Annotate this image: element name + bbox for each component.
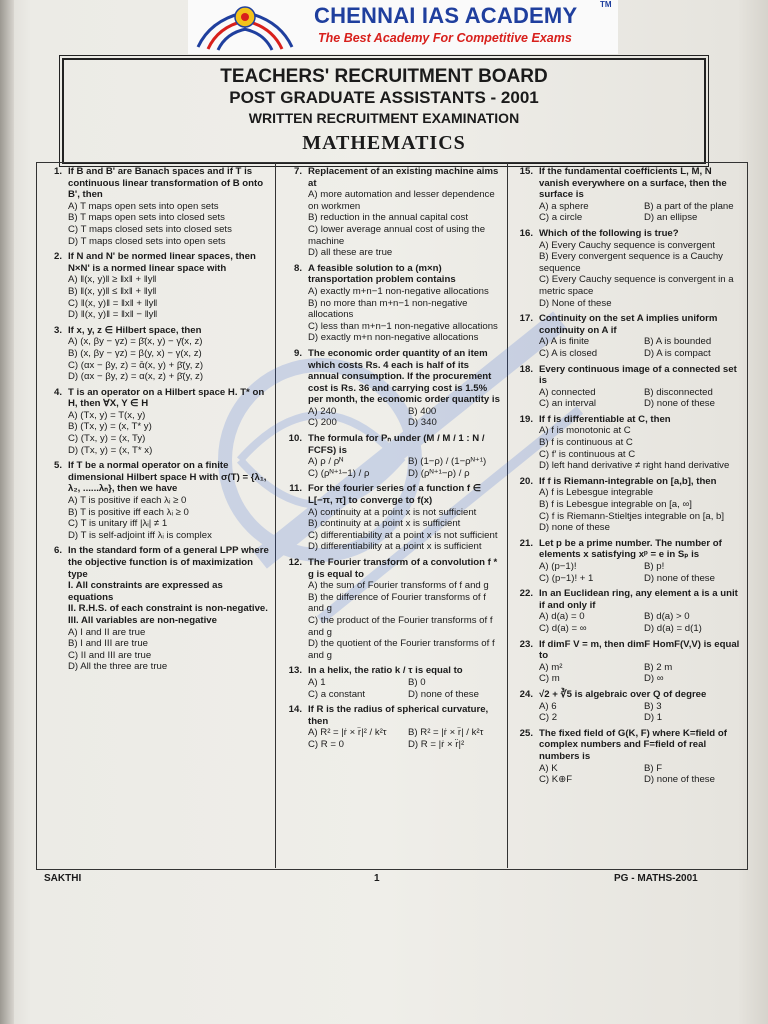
- answer-option: C) (ρᴺ⁺¹−1) / ρ: [308, 467, 370, 479]
- question-statement: II. R.H.S. of each constraint is non-negative.: [68, 603, 268, 615]
- answer-option: A) 1: [308, 676, 326, 688]
- question-header: [511, 364, 743, 387]
- answer-options: [511, 487, 743, 533]
- question-item: [40, 325, 270, 383]
- question-column-3: [511, 166, 743, 790]
- question-text: The economic order quantity of an item which costs Rs. 4 each is half of its annual consumption. If the procurement cost is Rs. 36 and carrying cost is 1.5% per month, the economic order quantity is: [308, 347, 500, 406]
- answer-options: [280, 456, 502, 479]
- question-item: [511, 588, 743, 634]
- answer-option: B) ‖(x, y)‖ ≤ ‖x‖ + ‖y‖: [68, 285, 157, 297]
- answer-option: A) f is Lebesgue integrable: [539, 487, 654, 499]
- answer-option: B) continuity at a point x is sufficient: [308, 518, 461, 530]
- answer-option: C) R = 0: [308, 738, 344, 750]
- answer-option: D) 1: [644, 712, 663, 724]
- subject-title: MATHEMATICS: [302, 132, 466, 154]
- answer-option: D) the quotient of the Fourier transforms of f and g: [308, 638, 495, 661]
- trademark-mark: TM: [600, 0, 612, 9]
- answer-option: C) 200: [308, 417, 337, 429]
- question-text: In a helix, the ratio k / τ is equal to: [308, 665, 463, 677]
- question-header: [511, 538, 743, 561]
- academy-name: CHENNAI IAS ACADEMY: [314, 3, 578, 28]
- answer-option: C) a circle: [539, 212, 583, 224]
- answer-option: C) (αx − βy, z) = ᾱ(x, y) + β̄(y, z): [68, 359, 204, 371]
- question-header: [280, 665, 502, 677]
- answer-option: C) T maps closed sets into closed sets: [68, 223, 232, 235]
- column-divider-2: [507, 162, 508, 868]
- answer-option: D) ‖(x, y)‖ = ‖x‖ − ‖y‖: [68, 309, 158, 321]
- answer-option: C) A is closed: [539, 347, 598, 359]
- academy-logo-icon: [190, 3, 300, 51]
- footer-left: SAKTHI: [44, 873, 82, 884]
- question-item: [511, 538, 743, 584]
- question-number: 4.: [53, 386, 62, 398]
- question-text: If f is differentiable at C, then: [539, 413, 671, 425]
- question-number: 10.: [288, 433, 302, 445]
- answer-option: B) F: [644, 762, 663, 774]
- question-text: If N and N' be normed linear spaces, then N×N' is a normed linear space with: [68, 251, 256, 274]
- answer-option: D) none of these: [644, 774, 715, 786]
- answer-option: B) 400: [408, 405, 437, 417]
- question-item: [511, 639, 743, 685]
- question-item: [511, 313, 743, 359]
- answer-options: [511, 763, 743, 786]
- question-item: [511, 364, 743, 410]
- question-text: If f is Riemann-integrable on [a,b], then: [539, 475, 717, 487]
- question-text: If x, y, z ∈ Hilbert space, then: [68, 324, 202, 336]
- answer-option: D) differentiability at a point x is sufficient: [308, 541, 482, 553]
- answer-option: B) f is continuous at C: [539, 437, 633, 449]
- answer-option: C) ‖(x, y)‖ = ‖x‖ + ‖y‖: [68, 297, 158, 309]
- answer-option: A) m²: [539, 661, 563, 673]
- question-header: [280, 704, 502, 727]
- answer-option: B) reduction in the annual capital cost: [308, 212, 468, 224]
- question-number: 17.: [519, 313, 533, 325]
- answer-option: C) II and III are true: [68, 649, 152, 661]
- answer-option: D) none of these: [644, 398, 715, 410]
- question-item: [280, 557, 502, 661]
- answer-option: D) T maps closed sets into open sets: [68, 235, 226, 247]
- question-item: [280, 665, 502, 700]
- question-number: 6.: [53, 545, 62, 557]
- answer-option: B) T is positive iff each λᵢ ≥ 0: [68, 506, 189, 518]
- question-item: [40, 545, 270, 673]
- question-text: Replacement of an existing machine aims at: [308, 166, 499, 189]
- answer-option: D) none of these: [644, 572, 715, 584]
- question-header: [511, 588, 743, 611]
- question-item: [511, 414, 743, 472]
- answer-option: A) the sum of Fourier transforms of f and g: [308, 580, 489, 592]
- answer-option: A) R² = |ṙ × r̈|² / k²τ: [308, 727, 387, 739]
- board-title: TEACHERS' RECRUITMENT BOARD: [220, 66, 548, 87]
- question-number: 11.: [289, 483, 302, 495]
- question-header: [40, 545, 270, 580]
- question-item: [280, 348, 502, 429]
- question-item: [280, 263, 502, 344]
- answer-options: [40, 410, 270, 456]
- question-header: [511, 414, 743, 426]
- question-header: [280, 557, 502, 580]
- question-item: [280, 483, 502, 553]
- question-text: √2 + ∛5 is algebraic over Q of degree: [539, 688, 707, 700]
- question-header: [280, 433, 502, 456]
- question-number: 23.: [519, 638, 533, 650]
- question-text: Let p be a prime number. The number of elements x satisfying xᵖ = e in Sₚ is: [539, 537, 722, 561]
- question-number: 5.: [53, 460, 62, 472]
- answer-option: C) (p−1)! + 1: [539, 572, 594, 584]
- answer-option: A) d(a) = 0: [539, 611, 585, 623]
- question-column-1: [40, 166, 270, 677]
- question-header: [40, 460, 270, 495]
- answer-options: [511, 701, 743, 724]
- answer-option: D) (ρᴺ⁺¹−ρ) / ρ: [408, 467, 470, 479]
- question-header: [511, 476, 743, 488]
- answer-option: B) A is bounded: [644, 336, 712, 348]
- page-number: 1: [374, 873, 380, 884]
- answer-option: B) a part of the plane: [644, 200, 734, 212]
- answer-option: C) a constant: [308, 688, 366, 700]
- question-header: [280, 263, 502, 286]
- answer-option: A) continuity at a point x is not sufficient: [308, 506, 477, 518]
- answer-option: D) ∞: [644, 673, 664, 685]
- answer-option: C) d(a) = ∞: [539, 622, 587, 634]
- question-number: 19.: [519, 413, 533, 425]
- answer-option: D) exactly m+n non-negative allocations: [308, 332, 479, 344]
- question-text: If T be a normal operator on a finite dimensional Hilbert space H with σ(T) = {λ₁, λ₂, ......λₙ}, then we have: [68, 460, 267, 495]
- question-item: [40, 251, 270, 321]
- question-number: 24.: [519, 688, 533, 700]
- question-item: [280, 704, 502, 750]
- answer-option: B) p!: [644, 561, 665, 572]
- answer-option: A) ‖(x, y)‖ ≥ ‖x‖ + ‖y‖: [68, 274, 157, 286]
- question-column-2: [280, 166, 502, 755]
- question-number: 1.: [53, 166, 62, 177]
- answer-options: [280, 727, 502, 750]
- answer-option: C) Every Cauchy sequence is convergent in a metric space: [539, 274, 734, 297]
- question-header: [511, 639, 743, 662]
- question-text: T is an operator on a Hilbert space H. T* on H, then ∀X, Y ∈ H: [68, 386, 265, 410]
- academy-tagline: The Best Academy For Competitive Exams: [318, 31, 572, 45]
- answer-options: [511, 425, 743, 471]
- question-item: [511, 228, 743, 309]
- question-item: [511, 728, 743, 786]
- question-number: 15.: [519, 166, 533, 177]
- question-header: [40, 251, 270, 274]
- question-text: In the standard form of a general LPP where the objective function is of maximization type: [68, 545, 269, 580]
- question-item: [511, 166, 743, 224]
- answer-option: A) K: [539, 762, 558, 774]
- question-text: If the fundamental coefficients L, M, N vanish everywhere on a surface, then the surface is: [539, 166, 727, 201]
- answer-option: B) (1−ρ) / (1−ρᴺ⁺¹): [408, 456, 487, 468]
- answer-option: B) disconnected: [644, 386, 713, 398]
- question-text: If R is the radius of spherical curvature, then: [308, 704, 489, 727]
- question-number: 20.: [519, 475, 533, 487]
- question-header: [511, 313, 743, 336]
- answer-options: [40, 201, 270, 247]
- answer-options: [511, 201, 743, 224]
- answer-option: A) 6: [539, 700, 557, 712]
- question-text: In an Euclidean ring, any element a is a unit if and only if: [539, 588, 738, 611]
- exam-title: WRITTEN RECRUITMENT EXAMINATION: [248, 110, 520, 126]
- answer-option: B) (Tx, y) = (x, T* y): [68, 421, 152, 433]
- question-number: 9.: [293, 347, 302, 359]
- answer-options: [511, 611, 743, 634]
- question-text: The fixed field of G(K, F) where K=field of complex numbers and F=field of real numbers is: [539, 727, 727, 762]
- question-header: [280, 348, 502, 406]
- answer-options: [280, 677, 502, 700]
- answer-option: B) 0: [408, 676, 426, 688]
- answer-options: [511, 387, 743, 410]
- answer-option: C) differentiability at a point x is not sufficient: [308, 529, 498, 541]
- answer-option: D) (αx − βy, z) = α(x, z) + β̄(y, z): [68, 371, 204, 383]
- question-number: 22.: [519, 588, 533, 600]
- question-text: For the fourier series of a function f ∈ L[−π, π] to converge to f(x): [308, 483, 482, 507]
- answer-option: B) d(a) > 0: [644, 611, 690, 623]
- question-header: [40, 387, 270, 410]
- answer-option: A) Every Cauchy sequence is convergent: [539, 239, 715, 251]
- answer-option: C) (Tx, y) = (x, Ty): [68, 433, 146, 445]
- question-text: If dimF V = m, then dimF HomF(V,V) is equal to: [539, 638, 740, 662]
- answer-option: A) connected: [539, 386, 596, 398]
- question-number: 7.: [293, 166, 302, 177]
- answer-option: D) an ellipse: [644, 212, 698, 224]
- answer-options: [511, 561, 743, 584]
- question-number: 12.: [288, 557, 302, 568]
- answer-option: B) I and III are true: [68, 638, 148, 650]
- question-text: If B and B' are Banach spaces and if T is continuous linear transformation of B onto B', then: [68, 166, 264, 201]
- question-number: 16.: [519, 227, 533, 239]
- answer-option: D) left hand derivative ≠ right hand derivative: [539, 460, 730, 472]
- answer-option: D) None of these: [539, 297, 612, 309]
- question-number: 25.: [519, 727, 533, 739]
- answer-option: D) d(a) = d(1): [644, 622, 702, 634]
- answer-options: [280, 189, 502, 259]
- question-item: [280, 433, 502, 479]
- footer-right: PG - MATHS-2001: [614, 873, 698, 884]
- answer-options: [511, 240, 743, 310]
- answer-option: D) none of these: [539, 522, 610, 534]
- question-number: 18.: [519, 363, 533, 375]
- question-header: [40, 166, 270, 201]
- answer-option: B) 2 m: [644, 661, 673, 673]
- question-number: 14.: [288, 704, 302, 716]
- answer-option: D) All the three are true: [68, 661, 168, 673]
- question-number: 8.: [293, 262, 302, 274]
- answer-option: A) I and II are true: [68, 626, 146, 638]
- answer-option: A) T maps open sets into open sets: [68, 200, 219, 212]
- answer-option: D) R = |ṙ × r̈|²: [408, 738, 465, 750]
- answer-option: C) the product of the Fourier transforms of f and g: [308, 614, 493, 638]
- question-header: [280, 166, 502, 189]
- question-header: [511, 228, 743, 240]
- answer-option: A) (x, βy − γz) = β̄(x, y) − γ̄(x, z): [68, 336, 203, 348]
- answer-option: D) A is compact: [644, 347, 711, 359]
- answer-option: D) T is self-adjoint iff λᵢ is complex: [68, 529, 212, 541]
- post-title: POST GRADUATE ASSISTANTS - 2001: [229, 88, 539, 107]
- question-text: A feasible solution to a (m×n) transportation problem contains: [308, 262, 456, 286]
- answer-options: [280, 286, 502, 344]
- answer-options: [511, 662, 743, 685]
- answer-option: C) f′ is continuous at C: [539, 448, 636, 460]
- answer-option: D) 340: [408, 417, 437, 429]
- answer-option: B) 3: [644, 700, 662, 712]
- question-item: [40, 166, 270, 247]
- answer-options: [40, 274, 270, 320]
- answer-options: [280, 580, 502, 661]
- answer-options: [40, 336, 270, 382]
- question-number: 13.: [288, 665, 302, 677]
- answer-option: C) T is unitary iff |λᵢ| ≠ 1: [68, 518, 168, 530]
- answer-option: C) less than m+n−1 non-negative allocations: [308, 320, 498, 332]
- answer-option: B) R² = |ṙ × r̈| / k²τ: [408, 727, 484, 739]
- answer-option: C) K⊕F: [539, 774, 573, 786]
- question-item: [280, 166, 502, 259]
- answer-option: D) none of these: [408, 688, 479, 700]
- answer-option: D) (Tx, y) = (x, T* x): [68, 444, 153, 456]
- question-item: [511, 689, 743, 724]
- question-header: [511, 728, 743, 763]
- answer-option: C) lower average annual cost of using the machine: [308, 223, 486, 247]
- answer-option: A) f is monotonic at C: [539, 425, 631, 437]
- column-divider-1: [275, 162, 276, 868]
- answer-option: B) f is Lebesgue integrable on [a, ∞]: [539, 499, 692, 511]
- page-edge-shadow: [0, 0, 14, 1024]
- answer-option: A) (Tx, y) = T(x, y): [68, 409, 146, 421]
- answer-option: B) the difference of Fourier transforms of f and g: [308, 591, 486, 615]
- answer-option: A) (p−1)!: [539, 561, 577, 572]
- answer-option: C) an interval: [539, 398, 597, 410]
- question-number: 21.: [519, 537, 533, 549]
- question-statement: I. All constraints are expressed as equations: [68, 580, 223, 603]
- answer-options: [40, 627, 270, 673]
- answer-option: B) Every convergent sequence is a Cauchy sequence: [539, 251, 723, 274]
- answer-option: C) f is Riemann-Stieltjes integrable on [a, b]: [539, 510, 725, 522]
- answer-option: A) ρ / ρᴺ: [308, 456, 344, 468]
- answer-option: A) more automation and lesser dependence on workmen: [308, 189, 495, 212]
- answer-option: A) T is positive if each λᵢ ≥ 0: [68, 495, 187, 507]
- answer-option: A) 240: [308, 405, 337, 417]
- question-header: [280, 483, 502, 506]
- question-header: [40, 325, 270, 337]
- question-statement: III. All variables are non-negative: [68, 614, 217, 626]
- question-text: The Fourier transform of a convolution f * g is equal to: [308, 557, 498, 580]
- answer-option: B) (x, βy − γz) = β(y, x) − γ(x, z): [68, 347, 202, 359]
- answer-option: C) m: [539, 673, 560, 685]
- exam-title-box: [62, 58, 706, 164]
- answer-option: B) no more than m+n−1 non-negative allocations: [308, 297, 468, 321]
- answer-option: A) a sphere: [539, 200, 589, 212]
- answer-option: C) 2: [539, 712, 558, 724]
- answer-options: [511, 336, 743, 359]
- question-item: [40, 387, 270, 457]
- question-text: The formula for Pₙ under (M / M / 1 : N / FCFS) is: [308, 433, 485, 456]
- question-text: Which of the following is true?: [539, 227, 679, 239]
- answer-option: B) T maps open sets into closed sets: [68, 212, 225, 224]
- answer-options: [280, 507, 502, 553]
- answer-options: [40, 495, 270, 541]
- question-text: Every continuous image of a connected set is: [539, 363, 737, 387]
- question-number: 2.: [53, 251, 62, 263]
- answer-options: [280, 406, 502, 429]
- answer-option: D) all these are true: [308, 247, 393, 259]
- answer-option: A) exactly m+n−1 non-negative allocations: [308, 285, 489, 297]
- question-header: [511, 166, 743, 201]
- question-item: [40, 460, 270, 541]
- answer-option: A) A is finite: [539, 336, 590, 348]
- question-item: [511, 476, 743, 534]
- question-header: [511, 689, 743, 701]
- question-number: 3.: [53, 324, 62, 336]
- question-text: Continuity on the set A implies uniform continuity on A if: [539, 313, 718, 336]
